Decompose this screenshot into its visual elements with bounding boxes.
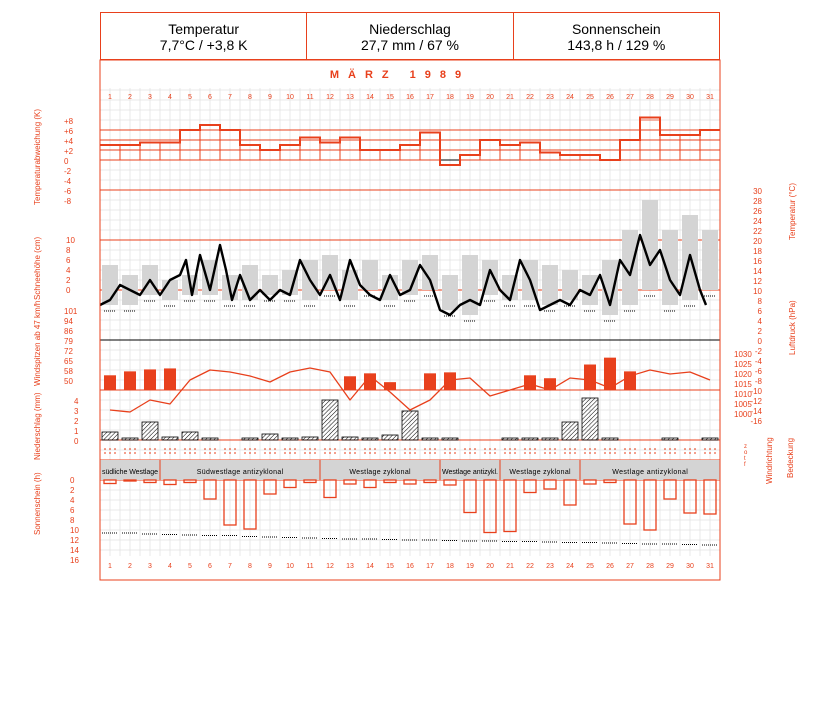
pressure-tick: 1025 bbox=[734, 360, 752, 369]
weather-type-label: Westlage antizykl. bbox=[442, 469, 498, 476]
temperature-tick: -4 bbox=[754, 357, 762, 366]
deviation-tick: -2 bbox=[64, 167, 72, 176]
precip-bar bbox=[662, 438, 678, 440]
day-label-top: 25 bbox=[586, 94, 594, 101]
weather-type-label: Westlage zyklonal bbox=[509, 469, 571, 476]
day-label-top: 11 bbox=[306, 94, 314, 101]
snow-tick: 6 bbox=[66, 256, 71, 265]
day-label-top: 8 bbox=[248, 94, 252, 101]
day-label-top: 19 bbox=[466, 94, 474, 101]
precip-bar bbox=[442, 438, 458, 440]
cover-label: Bedeckung bbox=[786, 437, 795, 478]
temperature-range-bar bbox=[362, 260, 378, 290]
day-label-top: 1 bbox=[108, 94, 112, 101]
day-label-bottom: 9 bbox=[268, 563, 272, 570]
day-label-bottom: 26 bbox=[606, 563, 614, 570]
day-label-top: 6 bbox=[208, 94, 212, 101]
temperature-range-bar bbox=[662, 230, 678, 305]
wind-bar bbox=[144, 369, 156, 390]
wind-tick: 50 bbox=[64, 377, 73, 386]
day-label-top: 18 bbox=[446, 94, 454, 101]
day-label-top: 15 bbox=[386, 94, 394, 101]
temperature-range-bar bbox=[702, 230, 718, 290]
day-label-top: 14 bbox=[366, 94, 374, 101]
header-sunshine-value: 143,8 h / 129 % bbox=[567, 37, 666, 53]
day-label-bottom: 18 bbox=[446, 563, 454, 570]
wind-tick: 94 bbox=[64, 317, 73, 326]
pressure-tick: 1030 bbox=[734, 350, 752, 359]
temperature-tick: 6 bbox=[757, 307, 762, 316]
temperature-tick: -16 bbox=[750, 417, 762, 426]
sunshine-tick: 0 bbox=[70, 476, 75, 485]
sunshine-tick: 16 bbox=[70, 556, 79, 565]
temperature-tick: -6 bbox=[754, 367, 762, 376]
day-label-top: 28 bbox=[646, 94, 654, 101]
day-label-bottom: 14 bbox=[366, 563, 374, 570]
day-label-bottom: 30 bbox=[686, 563, 694, 570]
precip-bar bbox=[382, 435, 398, 440]
deviation-tick: +2 bbox=[64, 147, 74, 156]
temperature-tick: -2 bbox=[754, 347, 762, 356]
snow-tick: 0 bbox=[66, 286, 71, 295]
wind-bar bbox=[124, 371, 136, 390]
day-label-bottom: 8 bbox=[248, 563, 252, 570]
day-label-bottom: 1 bbox=[108, 563, 112, 570]
day-label-top: 20 bbox=[486, 94, 494, 101]
wind-tick: 72 bbox=[64, 347, 73, 356]
precip-axis-label: Niederschlag (mm) bbox=[33, 392, 42, 460]
temperature-tick: 20 bbox=[753, 237, 762, 246]
deviation-tick: 0 bbox=[64, 157, 69, 166]
day-label-bottom: 4 bbox=[168, 563, 172, 570]
snow-axis-label: Schneehöhe (cm) bbox=[33, 236, 42, 300]
pressure-axis-label: Luftdruck (hPa) bbox=[788, 300, 797, 355]
day-label-bottom: 10 bbox=[286, 563, 294, 570]
day-label-top: 4 bbox=[168, 94, 172, 101]
precip-bar bbox=[602, 438, 618, 440]
wind-tick: 58 bbox=[64, 367, 73, 376]
temperature-range-bar bbox=[542, 265, 558, 305]
cover-tick: f bbox=[744, 462, 746, 468]
temperature-tick: -10 bbox=[750, 387, 762, 396]
weather-type-label: Westlage antizyklonal bbox=[612, 469, 688, 476]
header-temperature-value: 7,7°C / +3,8 K bbox=[159, 37, 248, 53]
day-label-top: 24 bbox=[566, 94, 574, 101]
day-label-bottom: 6 bbox=[208, 563, 212, 570]
precip-tick: 2 bbox=[74, 417, 79, 426]
day-label-top: 27 bbox=[626, 94, 634, 101]
deviation-tick: -4 bbox=[64, 177, 72, 186]
day-label-top: 17 bbox=[426, 94, 434, 101]
day-label-top: 16 bbox=[406, 94, 414, 101]
header-precipitation-title: Niederschlag bbox=[369, 21, 451, 37]
temperature-tick: 0 bbox=[757, 337, 762, 346]
wind-bar bbox=[344, 376, 356, 390]
wind-tick: 65 bbox=[64, 357, 73, 366]
day-label-bottom: 29 bbox=[666, 563, 674, 570]
precip-bar bbox=[262, 434, 278, 440]
day-label-top: 12 bbox=[326, 94, 334, 101]
precip-bar bbox=[242, 438, 258, 440]
temperature-tick: 2 bbox=[757, 327, 762, 336]
deviation-tick: +8 bbox=[64, 117, 74, 126]
day-label-bottom: 27 bbox=[626, 563, 634, 570]
snow-tick: 2 bbox=[66, 276, 71, 285]
temperature-range-bar bbox=[582, 275, 598, 305]
day-label-bottom: 19 bbox=[466, 563, 474, 570]
temperature-tick: 30 bbox=[753, 187, 762, 196]
deviation-axis-label: Temperaturabweichung (K) bbox=[33, 108, 42, 205]
precip-bar bbox=[182, 432, 198, 440]
precip-bar bbox=[702, 438, 718, 440]
sunshine-tick: 12 bbox=[70, 536, 79, 545]
snow-tick: 8 bbox=[66, 246, 71, 255]
precip-tick: 4 bbox=[74, 397, 79, 406]
precip-bar bbox=[522, 438, 538, 440]
precip-bar bbox=[342, 437, 358, 440]
temperature-tick: 22 bbox=[753, 227, 762, 236]
day-label-bottom: 2 bbox=[128, 563, 132, 570]
temperature-tick: 28 bbox=[753, 197, 762, 206]
deviation-tick: +6 bbox=[64, 127, 74, 136]
precip-bar bbox=[322, 400, 338, 440]
temperature-tick: 18 bbox=[753, 247, 762, 256]
wind-bar bbox=[164, 368, 176, 390]
wind-direction-label: Windrichtung bbox=[765, 437, 774, 484]
temperature-tick: 16 bbox=[753, 257, 762, 266]
day-label-bottom: 7 bbox=[228, 563, 232, 570]
header-temperature-title: Temperatur bbox=[168, 21, 240, 37]
day-label-top: 7 bbox=[228, 94, 232, 101]
sunshine-tick: 8 bbox=[70, 516, 75, 525]
day-label-bottom: 20 bbox=[486, 563, 494, 570]
deviation-tick: -6 bbox=[64, 187, 72, 196]
precip-bar bbox=[542, 438, 558, 440]
weather-type-label: südliche Westlage bbox=[102, 469, 158, 476]
sunshine-tick: 2 bbox=[70, 486, 75, 495]
precip-tick: 3 bbox=[74, 407, 79, 416]
day-label-bottom: 31 bbox=[706, 563, 714, 570]
precip-bar bbox=[582, 398, 598, 440]
day-label-top: 3 bbox=[148, 94, 152, 101]
pressure-tick: 1000 bbox=[734, 410, 752, 419]
sunshine-tick: 4 bbox=[70, 496, 75, 505]
temperature-range-bar bbox=[462, 255, 478, 315]
day-label-bottom: 13 bbox=[346, 563, 354, 570]
temperature-range-bar bbox=[442, 275, 458, 310]
precip-bar bbox=[162, 437, 178, 440]
day-label-bottom: 24 bbox=[566, 563, 574, 570]
temperature-tick: 12 bbox=[753, 277, 762, 286]
precip-bar bbox=[102, 432, 118, 440]
day-label-top: 9 bbox=[268, 94, 272, 101]
precip-bar bbox=[202, 438, 218, 440]
temperature-tick: 26 bbox=[753, 207, 762, 216]
precip-bar bbox=[402, 411, 418, 440]
wind-bar bbox=[584, 365, 596, 390]
sunshine-axis-label: Sonnenschein (h) bbox=[33, 472, 42, 535]
temperature-tick: 24 bbox=[753, 217, 762, 226]
temperature-tick: -12 bbox=[750, 397, 762, 406]
weather-type-label: Südwestlage antizyklonal bbox=[196, 469, 284, 476]
precip-bar bbox=[122, 438, 138, 440]
pressure-tick: 1010 bbox=[734, 390, 752, 399]
temperature-tick: -14 bbox=[750, 407, 762, 416]
pressure-tick: 1015 bbox=[734, 380, 752, 389]
day-label-top: 5 bbox=[188, 94, 192, 101]
day-label-bottom: 28 bbox=[646, 563, 654, 570]
temperature-tick: 14 bbox=[753, 267, 762, 276]
wind-bar bbox=[524, 375, 536, 390]
wind-tick: 79 bbox=[64, 337, 73, 346]
cover-tick: o bbox=[744, 450, 748, 456]
pressure-tick: 1020 bbox=[734, 370, 752, 379]
day-label-top: 13 bbox=[346, 94, 354, 101]
precip-bar bbox=[422, 438, 438, 440]
precip-tick: 1 bbox=[74, 427, 79, 436]
precip-bar bbox=[362, 438, 378, 440]
precip-bar bbox=[282, 438, 298, 440]
day-label-bottom: 12 bbox=[326, 563, 334, 570]
day-label-bottom: 15 bbox=[386, 563, 394, 570]
header-precipitation-value: 27,7 mm / 67 % bbox=[360, 37, 460, 53]
day-label-top: 26 bbox=[606, 94, 614, 101]
precip-tick: 0 bbox=[74, 437, 79, 446]
precip-bar bbox=[502, 438, 518, 440]
day-label-bottom: 11 bbox=[306, 563, 314, 570]
sunshine-tick: 14 bbox=[70, 546, 79, 555]
day-label-top: 21 bbox=[506, 94, 514, 101]
header-sunshine-title: Sonnenschein bbox=[571, 21, 661, 37]
pressure-tick: 1005 bbox=[734, 400, 752, 409]
precip-bar bbox=[302, 437, 318, 440]
temperature-tick: 4 bbox=[757, 317, 762, 326]
temperature-tick: -8 bbox=[754, 377, 762, 386]
day-label-bottom: 21 bbox=[506, 563, 514, 570]
sunshine-bar bbox=[124, 480, 136, 481]
wind-bar bbox=[104, 375, 116, 390]
grid bbox=[100, 88, 720, 556]
cover-tick: t bbox=[744, 456, 746, 462]
day-label-top: 30 bbox=[686, 94, 694, 101]
cover-tick: z bbox=[744, 444, 747, 450]
day-label-top: 22 bbox=[526, 94, 534, 101]
wind-bar bbox=[444, 372, 456, 390]
day-label-top: 2 bbox=[128, 94, 132, 101]
day-label-bottom: 23 bbox=[546, 563, 554, 570]
day-label-bottom: 5 bbox=[188, 563, 192, 570]
day-label-top: 29 bbox=[666, 94, 674, 101]
temperature-tick: 8 bbox=[757, 297, 762, 306]
temperature-range-bar bbox=[262, 275, 278, 295]
temperature-axis-label: Temperatur (°C) bbox=[788, 183, 797, 240]
precip-bar bbox=[562, 422, 578, 440]
precip-bar bbox=[142, 422, 158, 440]
wind-tick: 86 bbox=[64, 327, 73, 336]
wind-tick: 101 bbox=[64, 307, 78, 316]
day-label-bottom: 17 bbox=[426, 563, 434, 570]
day-label-bottom: 25 bbox=[586, 563, 594, 570]
day-label-bottom: 22 bbox=[526, 563, 534, 570]
temperature-tick: 10 bbox=[753, 287, 762, 296]
sunshine-tick: 6 bbox=[70, 506, 75, 515]
deviation-tick: -8 bbox=[64, 197, 72, 206]
day-label-top: 31 bbox=[706, 94, 714, 101]
sunshine-tick: 10 bbox=[70, 526, 79, 535]
day-label-top: 23 bbox=[546, 94, 554, 101]
weather-type-label: Westlage zyklonal bbox=[349, 469, 411, 476]
wind-bar bbox=[424, 373, 436, 390]
snow-tick: 4 bbox=[66, 266, 71, 275]
deviation-tick: +4 bbox=[64, 137, 74, 146]
snow-tick: 10 bbox=[66, 236, 75, 245]
day-label-bottom: 3 bbox=[148, 563, 152, 570]
wind-axis-label: Windspitzen ab 47 km/h bbox=[33, 300, 42, 386]
day-label-top: 10 bbox=[286, 94, 294, 101]
month-title: MÄRZ 1989 bbox=[329, 69, 471, 81]
day-label-bottom: 16 bbox=[406, 563, 414, 570]
